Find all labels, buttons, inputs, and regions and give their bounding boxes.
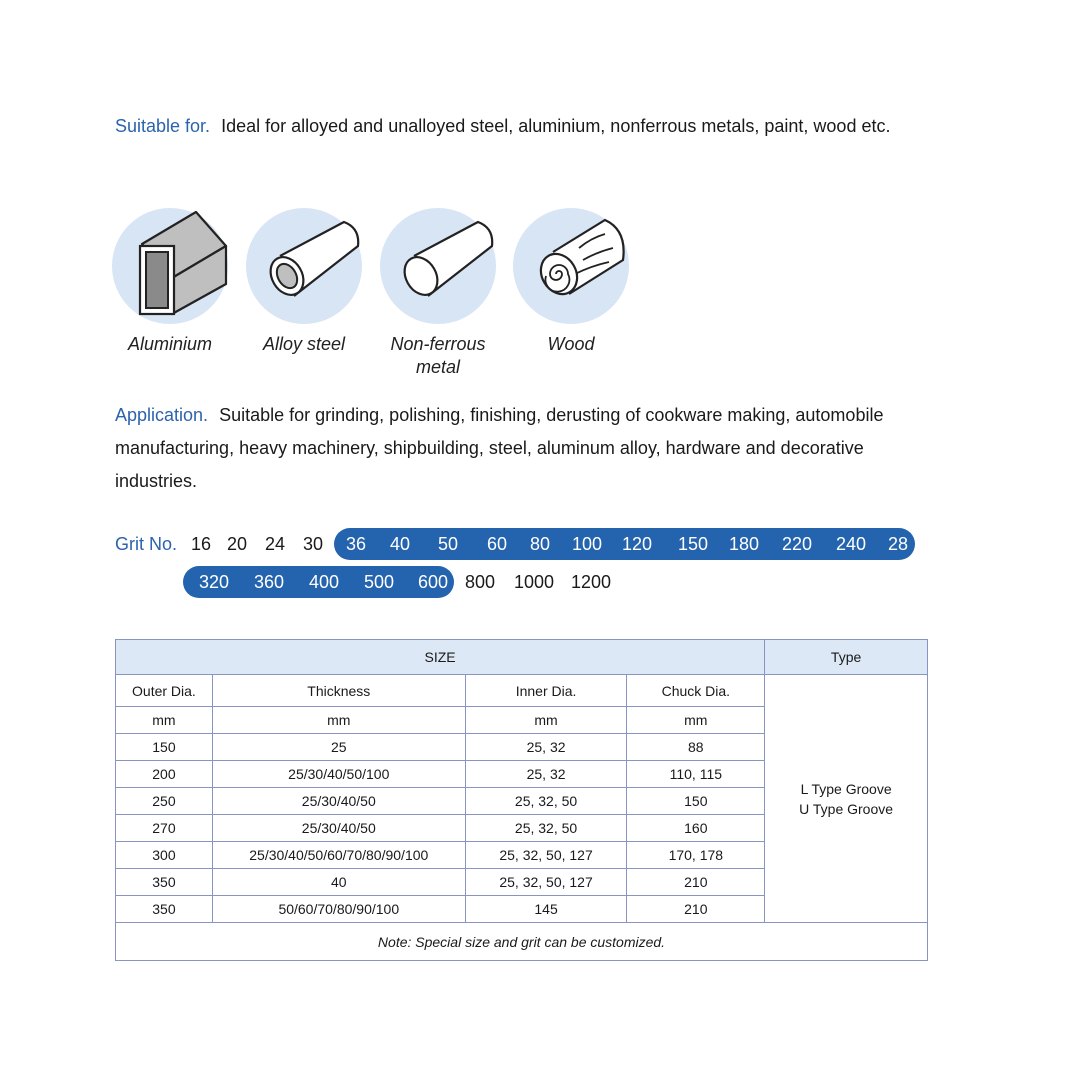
hollow-pipe-icon	[246, 208, 362, 324]
table-cell: 25, 32, 50	[465, 815, 627, 842]
grit-label: Grit No.	[115, 534, 178, 554]
suitable-text: Ideal for alloyed and unalloyed steel, aluminium, nonferrous metals, paint, wood etc.	[221, 116, 891, 136]
application-label: Application.	[115, 405, 209, 425]
material-wood	[501, 208, 641, 356]
table-cell: 25, 32, 50, 127	[465, 842, 627, 869]
wood-log-icon	[513, 208, 629, 324]
grit-value: 24	[264, 534, 286, 554]
application-line-3	[115, 465, 197, 498]
grit-value: 16	[190, 534, 212, 554]
table-cell: 300	[116, 842, 213, 869]
grit-value: 36	[345, 534, 367, 554]
table-cell: 110, 115	[627, 761, 765, 788]
table-cell: 50/60/70/80/90/100	[212, 896, 465, 923]
grit-value: 100	[571, 534, 603, 554]
table-header-row	[116, 640, 928, 675]
grit-value: 800	[464, 572, 496, 592]
grit-value: 80	[529, 534, 551, 554]
material-non-ferrous	[368, 208, 508, 379]
grit-value: 1000	[513, 572, 555, 592]
table-cell: 170, 178	[627, 842, 765, 869]
table-cell: 210	[627, 869, 765, 896]
column-header-row	[116, 675, 928, 707]
grit-value: 360	[253, 572, 285, 592]
table-cell: 25	[212, 734, 465, 761]
grit-value: 1200	[570, 572, 612, 592]
table-cell: 25/30/40/50	[212, 788, 465, 815]
column-header: Chuck Dia.	[627, 675, 765, 707]
grit-value: 400	[308, 572, 340, 592]
suitable-label: Suitable for.	[115, 116, 211, 136]
material-aluminium	[100, 208, 240, 356]
application-line-2	[115, 432, 864, 465]
table-cell: 150	[627, 788, 765, 815]
table-cell: 200	[116, 761, 213, 788]
grit-value: 320	[198, 572, 230, 592]
material-label: Wood	[547, 334, 595, 354]
grit-value: 28	[888, 534, 909, 554]
column-header: Inner Dia.	[465, 675, 627, 707]
type-value: U Type Groove	[799, 800, 894, 817]
size-table	[115, 639, 928, 961]
table-cell: 150	[116, 734, 213, 761]
type-header: Type	[765, 640, 928, 675]
material-alloy-steel	[234, 208, 374, 356]
grit-value: 500	[363, 572, 395, 592]
grit-value: 40	[389, 534, 411, 554]
application-text: Suitable for grinding, polishing, finishing, derusting of cookware making, automobile	[219, 405, 884, 425]
size-header: SIZE	[116, 640, 765, 675]
table-cell: 25/30/40/50/60/70/80/90/100	[212, 842, 465, 869]
table-cell: 160	[627, 815, 765, 842]
solid-rod-icon	[380, 208, 496, 324]
application-text: industries.	[115, 471, 198, 491]
table-cell: 350	[116, 869, 213, 896]
table-cell: 145	[465, 896, 627, 923]
table-cell: 25, 32	[465, 761, 627, 788]
column-header: Outer Dia.	[116, 675, 213, 707]
table-cell: 250	[116, 788, 213, 815]
grit-value: 600	[417, 572, 449, 592]
unit-cell: mm	[627, 707, 765, 734]
table-cell: 270	[116, 815, 213, 842]
unit-cell: mm	[212, 707, 465, 734]
table-cell: 25/30/40/50	[212, 815, 465, 842]
unit-cell: mm	[465, 707, 627, 734]
application-line-1	[115, 399, 883, 432]
column-header: Thickness	[212, 675, 465, 707]
table-note: Note: Special size and grit can be customized.	[116, 923, 928, 961]
grit-value: 20	[226, 534, 248, 554]
material-label: Alloy steel	[262, 334, 346, 354]
type-value: L Type Groove	[800, 780, 892, 797]
table-cell: 210	[627, 896, 765, 923]
suitable-line	[115, 110, 890, 143]
note-row	[116, 923, 928, 961]
grit-value: 60	[486, 534, 508, 554]
table-cell: 25, 32, 50, 127	[465, 869, 627, 896]
material-label: Non-ferrous metal	[390, 334, 486, 377]
table-cell: 25, 32	[465, 734, 627, 761]
table-cell: 25, 32, 50	[465, 788, 627, 815]
grit-value: 240	[835, 534, 867, 554]
application-text: manufacturing, heavy machinery, shipbuilding, steel, aluminum alloy, hardware and decorative	[115, 438, 864, 458]
table-cell: 40	[212, 869, 465, 896]
table-cell: 350	[116, 896, 213, 923]
grit-value: 50	[437, 534, 459, 554]
material-label: Aluminium	[127, 334, 213, 354]
grit-value: 150	[677, 534, 709, 554]
grit-value: 220	[781, 534, 813, 554]
type-cell	[765, 675, 928, 923]
square-tube-icon	[112, 208, 228, 324]
unit-cell: mm	[116, 707, 213, 734]
grit-value: 180	[728, 534, 760, 554]
table-cell: 88	[627, 734, 765, 761]
grit-value: 30	[302, 534, 324, 554]
grit-value: 120	[621, 534, 653, 554]
table-cell: 25/30/40/50/100	[212, 761, 465, 788]
